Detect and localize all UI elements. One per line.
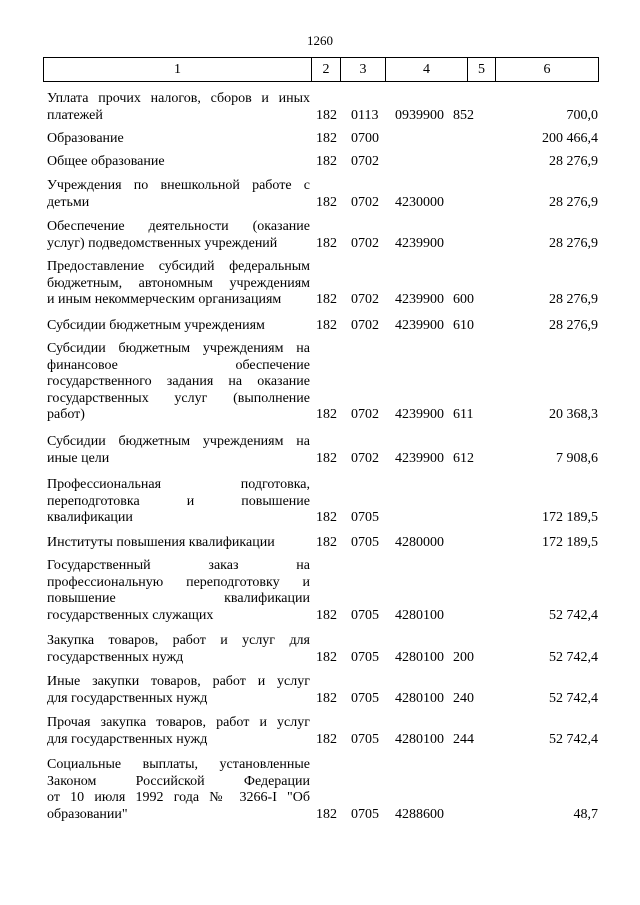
row-name-line: финансовое обеспечение	[47, 357, 310, 373]
column-header-1: 1	[44, 58, 312, 81]
cell-c3: 0705	[351, 649, 379, 665]
row-name-line: Прочая закупка товаров, работ и услуг	[47, 715, 310, 730]
cell-c6: 28 276,9	[549, 154, 598, 169]
cell-c2: 182	[316, 292, 337, 307]
cell-c3: 0702	[351, 292, 379, 307]
row-name-line: государственных служащих	[47, 607, 214, 623]
row-name-line: государственных услуг (выполнение	[47, 390, 310, 406]
table-row	[0, 318, 640, 335]
row-name-line: бюджетным, автономным учреждениям	[47, 275, 310, 291]
row-name-line: Субсидии бюджетным учреждениям	[47, 318, 265, 333]
cell-c6: 28 276,9	[549, 194, 598, 210]
cell-c4: 4239900	[395, 292, 444, 307]
cell-c5: 244	[453, 731, 474, 747]
row-name	[47, 178, 310, 211]
row-name-line: Субсидии бюджетным учреждениям на	[47, 434, 310, 449]
row-name	[47, 318, 310, 335]
cell-c4: 0939900	[395, 107, 444, 123]
row-name-line: и иным некоммерческим организациям	[47, 292, 282, 307]
cell-c5: 610	[453, 318, 474, 333]
cell-c6: 200 466,4	[542, 131, 598, 146]
row-name	[47, 131, 310, 148]
cell-c3: 0702	[351, 450, 379, 466]
cell-c3: 0705	[351, 535, 379, 550]
cell-c3: 0705	[351, 510, 379, 525]
cell-c4: 4288600	[395, 806, 444, 822]
cell-c6: 172 189,5	[542, 535, 598, 550]
row-name-line: от 10 июля 1992 года № 3266-I "Об	[47, 790, 310, 805]
table-row	[0, 757, 640, 823]
row-name-line: работ)	[47, 407, 85, 422]
cell-c2: 182	[316, 806, 337, 822]
table-row	[0, 259, 640, 309]
row-name-line: платежей	[47, 107, 103, 123]
cell-c2: 182	[316, 535, 337, 550]
cell-c5: 600	[453, 292, 474, 307]
row-name-line: государственного задания на оказание	[47, 374, 310, 389]
row-name-line: для государственных нужд	[47, 731, 208, 747]
row-name-line: иные цели	[47, 450, 110, 466]
table-row	[0, 674, 640, 707]
cell-c4: 4280100	[395, 690, 444, 706]
cell-c3: 0702	[351, 235, 379, 251]
table-row	[0, 434, 640, 467]
cell-c3: 0705	[351, 731, 379, 747]
cell-c2: 182	[316, 731, 337, 747]
cell-c5: 240	[453, 690, 474, 706]
cell-c5: 612	[453, 450, 474, 466]
cell-c4: 4280000	[395, 535, 444, 550]
row-name	[47, 535, 310, 552]
cell-c6: 28 276,9	[549, 292, 598, 307]
cell-c2: 182	[316, 318, 337, 333]
row-name-line: Учреждения по внешкольной работе с	[47, 178, 310, 193]
cell-c2: 182	[316, 510, 337, 525]
row-name	[47, 259, 310, 309]
cell-c5: 852	[453, 107, 474, 123]
cell-c2: 182	[316, 450, 337, 466]
row-name	[47, 91, 310, 124]
cell-c6: 28 276,9	[549, 318, 598, 333]
cell-c2: 182	[316, 235, 337, 251]
table-row	[0, 477, 640, 527]
table-row	[0, 131, 640, 148]
cell-c4: 4239900	[395, 318, 444, 333]
table-row	[0, 178, 640, 211]
row-name	[47, 154, 310, 171]
row-name-line: образовании"	[47, 806, 128, 822]
cell-c3: 0113	[351, 107, 379, 123]
cell-c3: 0702	[351, 194, 379, 210]
table-row	[0, 715, 640, 748]
page-number: 1260	[307, 33, 333, 48]
cell-c6: 52 742,4	[549, 731, 598, 747]
cell-c2: 182	[316, 107, 337, 123]
table-row	[0, 91, 640, 124]
row-name	[47, 434, 310, 467]
row-name-line: Общее образование	[47, 154, 165, 169]
table-row	[0, 558, 640, 624]
cell-c4: 4280100	[395, 731, 444, 747]
column-header-6: 6	[543, 61, 551, 77]
cell-c2: 182	[316, 131, 337, 146]
table-header	[43, 57, 599, 82]
row-name-line: Социальные выплаты, установленные	[47, 757, 310, 772]
cell-c3: 0702	[351, 407, 379, 422]
cell-c6: 52 742,4	[549, 649, 598, 665]
cell-c6: 20 368,3	[549, 407, 598, 422]
row-name	[47, 341, 310, 424]
row-name-line: государственных нужд	[47, 649, 184, 665]
cell-c3: 0700	[351, 131, 379, 146]
cell-c2: 182	[316, 690, 337, 706]
row-name-line: профессиональную переподготовку и	[47, 574, 310, 590]
row-name-line: детьми	[47, 194, 90, 210]
table-row	[0, 535, 640, 552]
row-name-line: Иные закупки товаров, работ и услуг	[47, 674, 310, 689]
cell-c2: 182	[316, 407, 337, 422]
cell-c3: 0705	[351, 806, 379, 822]
cell-c3: 0702	[351, 154, 379, 169]
row-name	[47, 674, 310, 707]
row-name-line: Субсидии бюджетным учреждениям на	[47, 341, 310, 356]
table-row	[0, 219, 640, 252]
column-header-3: 3	[341, 58, 386, 81]
row-name-line: Законом Российской Федерации	[47, 773, 310, 789]
row-name-line: переподготовка и повышение	[47, 493, 310, 509]
row-name-line: Обеспечение деятельности (оказание	[47, 219, 310, 234]
column-header-4: 4	[386, 58, 468, 81]
row-name-line: Институты повышения квалификации	[47, 535, 275, 550]
column-header-2: 2	[312, 58, 341, 81]
table-row	[0, 154, 640, 171]
cell-c6: 52 742,4	[549, 690, 598, 706]
row-name	[47, 757, 310, 823]
cell-c3: 0705	[351, 690, 379, 706]
cell-c2: 182	[316, 194, 337, 210]
cell-c6: 48,7	[573, 806, 598, 822]
row-name-line: Государственный заказ на	[47, 558, 310, 573]
row-name-line: для государственных нужд	[47, 690, 208, 706]
cell-c4: 4239900	[395, 407, 444, 422]
cell-c4: 4239900	[395, 235, 444, 251]
row-name	[47, 477, 310, 527]
cell-c2: 182	[316, 607, 337, 623]
cell-c2: 182	[316, 154, 337, 169]
row-name-line: квалификации	[47, 510, 133, 525]
row-name-line: Предоставление субсидий федеральным	[47, 259, 310, 274]
column-header-5: 5	[468, 58, 496, 81]
row-name	[47, 633, 310, 666]
row-name-line: Профессиональная подготовка,	[47, 477, 310, 492]
cell-c4: 4230000	[395, 194, 444, 210]
cell-c6: 172 189,5	[542, 510, 598, 525]
cell-c5: 611	[453, 407, 474, 422]
table-row	[0, 633, 640, 666]
row-name	[47, 558, 310, 624]
row-name-line: Образование	[47, 131, 124, 146]
row-name-line: услуг) подведомственных учреждений	[47, 235, 278, 251]
row-name-line: повышение квалификации	[47, 591, 310, 606]
row-name-line: Уплата прочих налогов, сборов и иных	[47, 91, 310, 106]
cell-c4: 4280100	[395, 607, 444, 623]
cell-c2: 182	[316, 649, 337, 665]
row-name	[47, 219, 310, 252]
cell-c6: 28 276,9	[549, 235, 598, 251]
cell-c5: 200	[453, 649, 474, 665]
cell-c3: 0705	[351, 607, 379, 623]
cell-c6: 52 742,4	[549, 607, 598, 623]
table-row	[0, 341, 640, 424]
cell-c4: 4239900	[395, 450, 444, 466]
cell-c3: 0702	[351, 318, 379, 333]
cell-c6: 700,0	[566, 107, 598, 123]
cell-c4: 4280100	[395, 649, 444, 665]
row-name	[47, 715, 310, 748]
cell-c6: 7 908,6	[556, 450, 598, 466]
row-name-line: Закупка товаров, работ и услуг для	[47, 633, 310, 648]
